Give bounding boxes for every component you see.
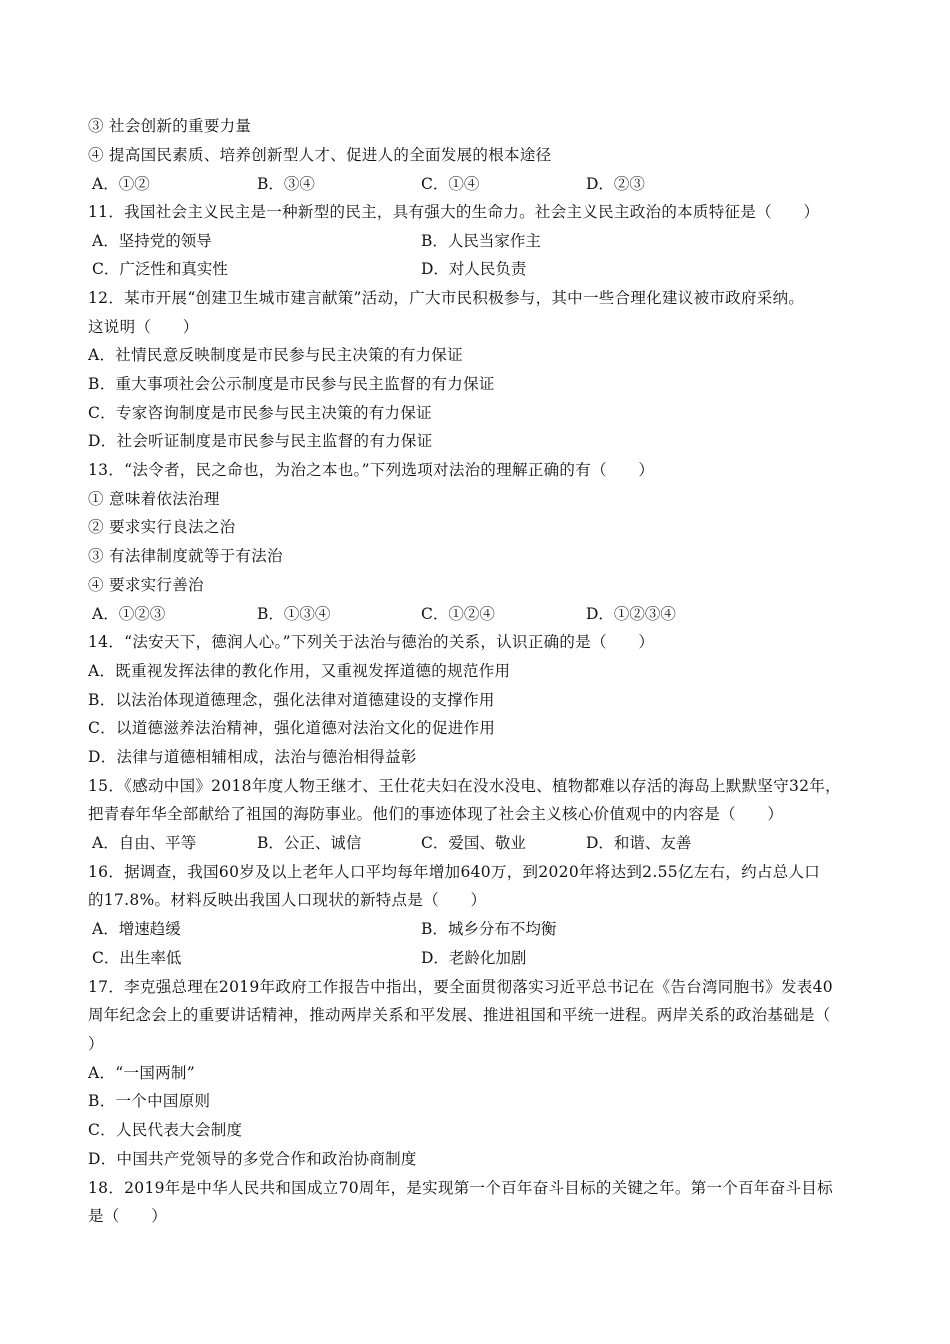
q18-stem-line1: 18．2019年是中华人民共和国成立70周年，是实现第一个百年奋斗目标的关键之年。第一个百年奋斗目标 — [88, 1179, 833, 1197]
q12-option-c: C．专家咨询制度是市民参与民主决策的有力保证 — [88, 404, 432, 422]
q15-stem-line2: 把青春年华全部献给了祖国的海防事业。他们的事迹体现了社会主义核心价值观中的内容是（ ） — [88, 805, 784, 823]
q12-stem-line2: 这说明（ ） — [88, 318, 199, 336]
q17-option-b: B．一个中国原则 — [88, 1092, 211, 1110]
q16-stem-line1: 16．据调查，我国60岁及以上老年人口平均每年增加640万，到2020年将达到2.55亿左右，约占总人口 — [88, 863, 821, 881]
q16-option-a: A．增速趋缓 — [92, 920, 181, 938]
q12-stem-line1: 12．某市开展“创建卫生城市建言献策”活动，广大市民积极参与，其中一些合理化建议被市政府采纳。 — [88, 289, 805, 307]
q16-stem-line2: 的17.8%。材料反映出我国人口现状的新特点是（ ） — [88, 891, 487, 909]
q11-stem: 11．我国社会主义民主是一种新型的民主，具有强大的生命力。社会主义民主政治的本质特征是（ ） — [88, 203, 820, 221]
q13-option-a: A．①②③ — [92, 605, 166, 623]
q17-option-a: A．“一国两制” — [88, 1064, 195, 1082]
q13-option-d: D．①②③④ — [586, 605, 676, 623]
q16-option-c: C．出生率低 — [92, 949, 182, 967]
q11-option-c: C．广泛性和真实性 — [92, 260, 228, 278]
q13-statement-3: ③ 有法律制度就等于有法治 — [88, 547, 283, 565]
q14-option-d: D．法律与道德相辅相成，法治与德治相得益彰 — [88, 748, 417, 766]
q15-option-b: B．公正、诚信 — [257, 834, 362, 852]
q14-stem: 14．“法安天下，德润人心。”下列关于法治与德治的关系，认识正确的是（ ） — [88, 633, 655, 651]
q13-stem: 13．“法令者，民之命也，为治之本也。”下列选项对法治的理解正确的有（ ） — [88, 461, 655, 479]
q17-stem-line3: ） — [88, 1035, 104, 1053]
q14-option-a: A．既重视发挥法律的教化作用，又重视发挥道德的规范作用 — [88, 662, 511, 680]
q12-option-d: D．社会听证制度是市民参与民主监督的有力保证 — [88, 432, 433, 450]
q10-option-d: D．②③ — [586, 175, 645, 193]
q17-stem-line2: 周年纪念会上的重要讲话精神，推动两岸关系和平发展、推进祖国和平统一进程。两岸关系的政治基础是（ — [88, 1006, 831, 1024]
q10-statement-3: ③ 社会创新的重要力量 — [88, 117, 252, 135]
q14-option-c: C．以道德滋养法治精神，强化道德对法治文化的促进作用 — [88, 719, 496, 737]
q13-statement-4: ④ 要求实行善治 — [88, 576, 204, 594]
q10-option-a: A．①② — [92, 175, 150, 193]
q15-option-d: D．和谐、友善 — [586, 834, 692, 852]
q17-option-c: C．人民代表大会制度 — [88, 1121, 243, 1139]
q15-option-c: C．爱国、敬业 — [421, 834, 526, 852]
q16-option-d: D．老龄化加剧 — [421, 949, 527, 967]
q12-option-b: B．重大事项社会公示制度是市民参与民主监督的有力保证 — [88, 375, 495, 393]
q12-option-a: A．社情民意反映制度是市民参与民主决策的有力保证 — [88, 346, 463, 364]
q16-option-b: B．城乡分布不均衡 — [421, 920, 557, 938]
q11-option-d: D．对人民负责 — [421, 260, 527, 278]
q14-option-b: B．以法治体现道德理念，强化法律对道德建设的支撑作用 — [88, 691, 495, 709]
q10-statement-4: ④ 提高国民素质、培养创新型人才、促进人的全面发展的根本途径 — [88, 146, 552, 164]
q11-option-a: A．坚持党的领导 — [92, 232, 212, 250]
q10-option-b: B．③④ — [257, 175, 315, 193]
q15-option-a: A．自由、平等 — [92, 834, 197, 852]
q18-stem-line2: 是（ ） — [88, 1207, 168, 1225]
q15-stem-line1: 15．《感动中国》2018年度人物王继才、王仕花夫妇在没水没电、植物都难以存活的海岛上默默坚守32年， — [88, 777, 841, 795]
q13-option-b: B．①③④ — [257, 605, 331, 623]
q17-option-d: D．中国共产党领导的多党合作和政治协商制度 — [88, 1150, 417, 1168]
q10-option-c: C．①④ — [421, 175, 480, 193]
q17-stem-line1: 17．李克强总理在2019年政府工作报告中指出，要全面贯彻落实习近平总书记在《告台湾同胞书》发表40 — [88, 978, 833, 996]
q11-option-b: B．人民当家作主 — [421, 232, 541, 250]
q13-statement-1: ① 意味着依法治理 — [88, 490, 220, 508]
q13-option-c: C．①②④ — [421, 605, 495, 623]
q13-statement-2: ② 要求实行良法之治 — [88, 518, 236, 536]
